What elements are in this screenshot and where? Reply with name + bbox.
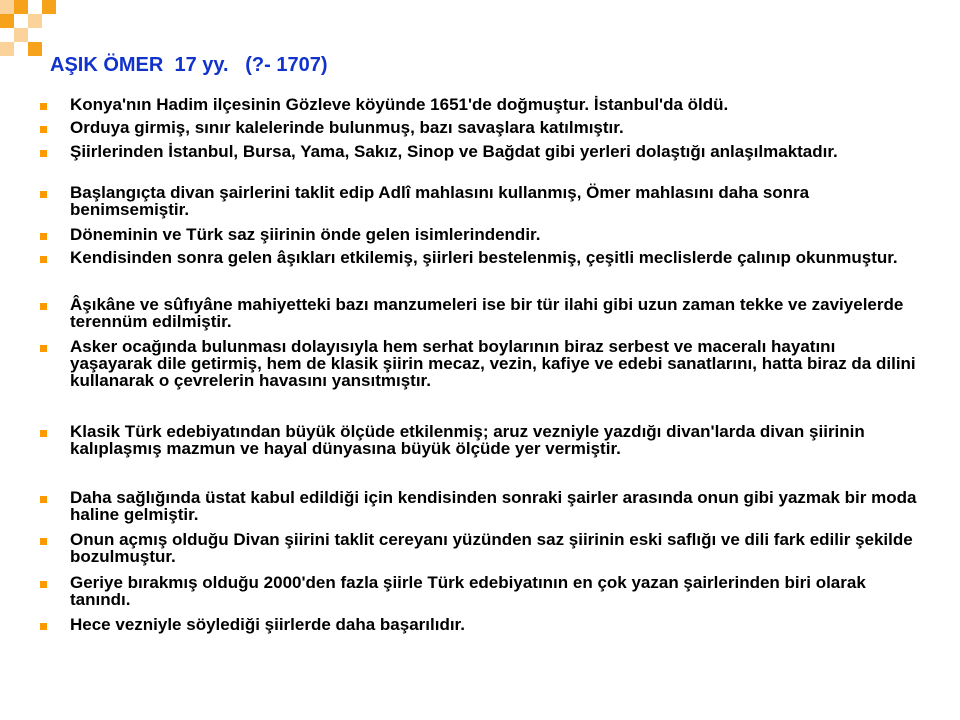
bullet-icon [40,623,47,630]
list-item: Geriye bırakmış olduğu 2000'den fazla şiirle Türk edebiyatının en çok yazan şairlerinden biri olarak tanındı. [40,574,920,616]
bullet-icon [40,496,47,503]
decoration-square [0,0,14,14]
list-item: Şiirlerinden İstanbul, Bursa, Yama, Sakız, Sinop ve Bağdat gibi yerleri dolaştığı anlaşılmaktadır. [40,143,920,184]
page-title: AŞIK ÖMER 17 yy. (?- 1707) [50,54,328,76]
list-item: Döneminin ve Türk saz şiirinin önde gelen isimlerindendir. [40,226,920,249]
bullet-icon [40,430,47,437]
bullet-icon [40,191,47,198]
decoration-square [28,14,42,28]
bullet-icon [40,581,47,588]
list-item: Hece vezniyle söylediği şiirlerde daha başarılıdır. [40,616,920,639]
list-item: Orduya girmiş, sınır kalelerinde bulunmuş, bazı savaşlara katılmıştır. [40,119,920,143]
list-item: Onun açmış olduğu Divan şiirini taklit cereyanı yüzünden saz şiirinin eski saflığı ve dili fark edilir şekilde bozulmuştur. [40,531,920,574]
decoration-square [0,42,14,56]
bullet-icon [40,538,47,545]
list-item: Konya'nın Hadim ilçesinin Gözleve köyünde 1651'de doğmuştur. İstanbul'da öldü. [40,96,920,119]
list-item: Daha sağlığında üstat kabul edildiği için kendisinden sonraki şairler arasında onun gibi yazmak bir moda haline gelmiştir. [40,489,920,531]
decoration-square [0,14,14,28]
bullet-icon [40,256,47,263]
bullet-icon [40,345,47,352]
decoration-square [42,0,56,14]
bullet-list [40,96,920,639]
list-item: Âşıkâne ve sûfıyâne mahiyetteki bazı manzumeleri ise bir tür ilahi gibi uzun zaman tekke ve zaviyelerde terennüm edilmiştir. [40,296,920,338]
bullet-icon [40,150,47,157]
list-item: Kendisinden sonra gelen âşıkları etkilemiş, şiirleri bestelenmiş, çeşitli meclislerde çalınıp okunmuştur. [40,249,920,296]
bullet-icon [40,126,47,133]
decoration-square [14,28,28,42]
decoration-square [28,42,42,56]
bullet-icon [40,233,47,240]
bullet-icon [40,103,47,110]
list-item: Klasik Türk edebiyatından büyük ölçüde etkilenmiş; aruz vezniyle yazdığı divan'larda divan şiirinin kalıplaşmış mazmun ve hayal dünyasına büyük ölçüde yer vermiştir. [40,423,920,489]
decoration-square [14,0,28,14]
bullet-icon [40,303,47,310]
list-item: Başlangıçta divan şairlerini taklit edip Adlî mahlasını kullanmış, Ömer mahlasını daha sonra benimsemiştir. [40,184,920,226]
list-item: Asker ocağında bulunması dolayısıyla hem serhat boylarının biraz serbest ve maceralı hayatını yaşayarak dile getirmiş, hem de klasik şiirin mecaz, vezin, kafiye ve edebi sanatlarını, hatta biraz da dilini kullanarak o çevrelerin havasını yansıtmıştır. [40,338,920,423]
